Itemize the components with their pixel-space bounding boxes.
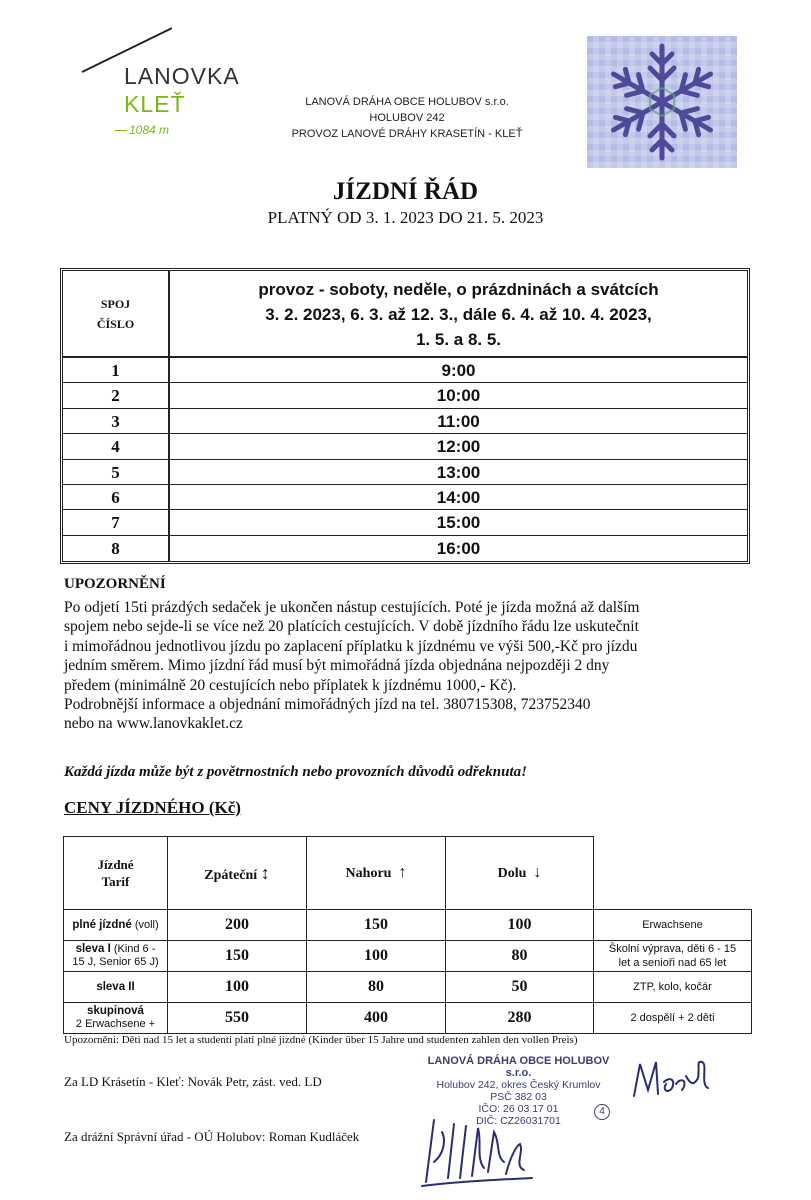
connection-number: 7 [63, 510, 170, 534]
operation-dates-1: 3. 2. 2023, 6. 3. až 12. 3., dále 6. 4. až 10. 4. 2023, [265, 305, 652, 324]
logo-text-lanovka: LANOVKA [124, 63, 240, 89]
logo-altitude: 1084 m [115, 123, 169, 137]
down-price: 50 [446, 972, 594, 1003]
price-row [64, 910, 752, 941]
tarif-header-line1: Jízdné [97, 857, 134, 872]
tarif-label-bold: sleva I [75, 943, 111, 955]
company-header [262, 94, 552, 142]
price-table [63, 836, 752, 1034]
connection-number: 4 [63, 434, 170, 458]
return-price: 150 [168, 941, 307, 972]
handwritten-signature [628, 1056, 718, 1106]
timetable [60, 268, 750, 564]
down-label: Dolu [497, 866, 527, 881]
notice-line: Po odjetí 15ti prázdých sedaček je ukončen nástup cestujících. Poté je jízda možná až dalším [64, 599, 640, 616]
tarif-note-line2: let a senioři nad 65 let [618, 957, 727, 969]
stamp-address: Holubov 242, okres Český Krumlov [436, 1079, 601, 1091]
notice-line: předem (minimálně 20 cestujících nebo příplatek k jízdnému 1000,- Kč). [64, 676, 517, 694]
tarif-note [594, 941, 752, 972]
timetable-row [63, 434, 747, 459]
tarif-label-bold: plné jízdné [72, 918, 132, 931]
down-price: 100 [446, 910, 594, 941]
price-row [64, 1003, 752, 1034]
down-price: 280 [446, 1003, 594, 1034]
notice-line: nebo na www.lanovkaklet.cz [64, 715, 243, 733]
stamp-ico: IČO: 26 03 17 01 [478, 1103, 559, 1115]
return-header [168, 837, 307, 910]
return-label: Zpáteční [204, 867, 258, 883]
connection-number: 2 [63, 383, 170, 407]
timetable-row [63, 460, 747, 485]
col-header-spoj: SPOJ [100, 297, 131, 311]
tarif-note-line1: Školní výprava, děti 6 - 15 [608, 943, 737, 955]
stamp-dic: DIČ: CZ26031701 [476, 1115, 561, 1127]
return-price: 200 [168, 910, 307, 941]
timetable-col-header [63, 271, 170, 358]
departure-time: 13:00 [436, 462, 481, 482]
tarif-label [64, 910, 168, 941]
tarif-label-line2: 2 Erwachsene + [75, 1018, 156, 1030]
timetable-row [63, 409, 747, 434]
stamp-company-name: LANOVÁ DRÁHA OBCE HOLUBOV s.r.o. [427, 1055, 610, 1079]
timetable-row [63, 485, 747, 510]
lanovka-klet-logo [80, 35, 270, 145]
tarif-label [64, 941, 168, 972]
company-operation: PROVOZ LANOVÉ DRÁHY KRASETÍN - KLEŤ [291, 128, 523, 140]
tarif-note: ZTP, kolo, kočár [594, 972, 752, 1003]
logo-text-klet: KLEŤ [124, 91, 186, 117]
operation-dates-2: 1. 5. a 8. 5. [415, 330, 502, 349]
company-name: LANOVÁ DRÁHA OBCE HOLUBOV s.r.o. [305, 96, 509, 108]
ld-signatory: Za LD Krásetín - Kleť: Novák Petr, zást. ved. LD [64, 1074, 322, 1089]
up-price: 80 [307, 972, 446, 1003]
price-footnote: Upozornění: Děti nad 15 let a studenti platí plné jízdné (Kinder über 15 Jahre und studenten zahlen den vollen Preis) [64, 1034, 578, 1046]
stamp-psc: PSČ 382 03 [490, 1091, 547, 1103]
up-header [307, 837, 446, 910]
tarif-label-rest: (Kind 6 - [110, 943, 156, 955]
tarif-label-line2: 15 J, Senior 65 J) [72, 956, 159, 968]
up-arrow-icon: ↑ [398, 864, 407, 881]
tarif-header [64, 837, 168, 910]
departure-time: 14:00 [436, 487, 481, 507]
departure-time: 15:00 [436, 513, 481, 533]
page-title: JÍZDNÍ ŘÁD [332, 178, 479, 205]
connection-number: 8 [63, 536, 170, 561]
note-header [594, 837, 752, 910]
up-price: 400 [307, 1003, 446, 1034]
validity-period: PLATNÝ OD 3. 1. 2023 DO 21. 5. 2023 [267, 208, 544, 227]
notice-line: i mimořádnou jednotlivou jízdu po zaplacení příplatku k jízdnému ve výši 500,-Kč pro jízdu [64, 637, 638, 655]
timetable-row [63, 383, 747, 408]
notice-line: jedním směrem. Mimo jízdní řád musí být mimořádná jízda objednána nejpozději 2 dny [64, 657, 610, 675]
down-price: 80 [446, 941, 594, 972]
notice-line: Podrobnější informace a objednání mimořádných jízd na tel. 380715308, 723752340 [64, 696, 591, 714]
tarif-label-bold: skupinová [87, 1005, 144, 1017]
departure-time: 12:00 [436, 437, 481, 457]
updown-arrow-icon: ↕ [260, 862, 270, 883]
price-table-header [64, 837, 752, 910]
col-header-cislo: ČÍSLO [96, 317, 135, 331]
departure-time: 11:00 [437, 411, 480, 431]
tarif-header-line2: Tarif [101, 874, 130, 889]
timetable-row [63, 510, 747, 535]
timetable-row [63, 358, 747, 383]
up-label: Nahoru [345, 866, 392, 881]
prices-heading: CENY JÍZDNÉHO (Kč) [64, 798, 241, 817]
stamp-number: 4 [594, 1104, 610, 1120]
departure-time: 9:00 [441, 361, 476, 380]
company-address: HOLUBOV 242 [369, 112, 445, 124]
weather-warning: Každá jízda může být z povětrnostních nebo provozních důvodů odřeknuta! [64, 764, 527, 780]
price-row [64, 941, 752, 972]
authority-signatory: Za drážní Správní úřad - OÚ Holubov: Roman Kudláček [64, 1129, 360, 1144]
return-price: 100 [168, 972, 307, 1003]
connection-number: 6 [63, 485, 170, 509]
tarif-label [64, 1003, 168, 1034]
tarif-note: 2 dospělí + 2 děti [594, 1003, 752, 1034]
connection-number: 3 [63, 409, 170, 433]
tarif-label-rest: (voll) [131, 918, 159, 931]
down-header [446, 837, 594, 910]
snowflake-icon [587, 36, 737, 168]
tarif-label-bold: sleva II [96, 980, 135, 993]
up-price: 100 [307, 941, 446, 972]
notice-text [64, 598, 764, 734]
departure-time: 10:00 [436, 386, 481, 406]
notice-heading: UPOZORNĚNÍ [64, 576, 166, 592]
operation-days: provoz - soboty, neděle, o prázdninách a svátcích [258, 280, 659, 299]
notice-line: spojem nebo sejde-li se více než 20 platících cestujících. V době jízdního řádu lze uskutečnit [64, 618, 639, 636]
tarif-note: Erwachsene [594, 910, 752, 941]
return-price: 550 [168, 1003, 307, 1034]
connection-number: 1 [63, 358, 170, 382]
handwritten-signature [420, 1112, 540, 1192]
tarif-label [64, 972, 168, 1003]
departure-time: 16:00 [436, 538, 481, 558]
timetable-operation-header [170, 271, 747, 358]
price-row [64, 972, 752, 1003]
connection-number: 5 [63, 460, 170, 484]
timetable-row [63, 536, 747, 561]
down-arrow-icon: ↓ [533, 864, 542, 881]
up-price: 150 [307, 910, 446, 941]
